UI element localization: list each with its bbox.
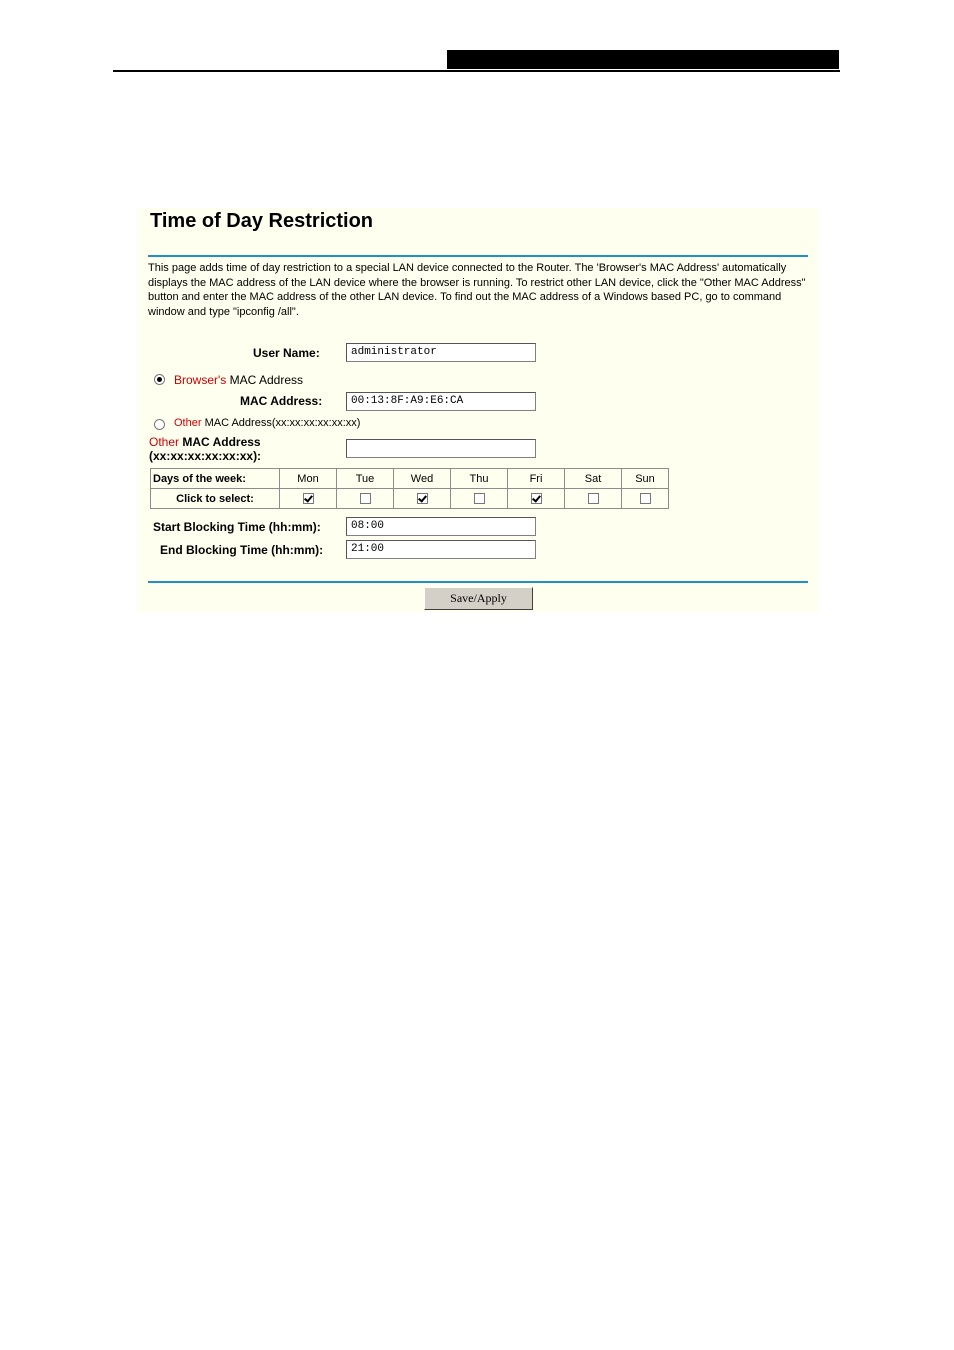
page-title: Time of Day Restriction xyxy=(150,210,374,232)
other-mac-label xyxy=(149,435,261,463)
user-name-label: User Name: xyxy=(253,346,320,360)
day-fri-cell xyxy=(508,489,565,509)
mac-address-label: MAC Address: xyxy=(240,394,323,408)
days-table xyxy=(150,468,669,509)
day-sun-checkbox[interactable] xyxy=(640,493,651,504)
day-tue-cell xyxy=(337,489,394,509)
end-time-input[interactable]: 21:00 xyxy=(346,540,536,559)
day-thu-label: Thu xyxy=(451,469,508,489)
day-sat-label: Sat xyxy=(565,469,622,489)
other-mac-radio[interactable] xyxy=(154,419,165,430)
day-mon-cell xyxy=(280,489,337,509)
other-mac-label-format: (xx:xx:xx:xx:xx:xx): xyxy=(149,449,262,463)
bottom-divider xyxy=(148,581,808,583)
other-mac-label-rest: MAC Address xyxy=(179,435,261,449)
page-description: This page adds time of day restriction to a special LAN device connected to the Router. The 'Browser's MAC Address' automatically displays the MAC address of the LAN device where the browser is running. To restrict other LAN device, click the "Other MAC Address" button and enter the MAC address of the other LAN device. To find out the MAC address of a Windows based PC, go to command window and type "ipconfig /all". xyxy=(148,262,806,318)
day-mon-label: Mon xyxy=(280,469,337,489)
other-mac-red-text: Other xyxy=(174,417,202,429)
mac-address-input[interactable]: 00:13:8F:A9:E6:CA xyxy=(346,392,536,411)
day-fri-label: Fri xyxy=(508,469,565,489)
day-thu-checkbox[interactable] xyxy=(474,493,485,504)
click-to-select-label: Click to select: xyxy=(151,489,280,509)
header-rule xyxy=(113,70,840,72)
other-mac-rest-text: MAC Address(xx:xx:xx:xx:xx:xx) xyxy=(201,417,361,429)
save-apply-button[interactable]: Save/Apply xyxy=(424,587,533,610)
day-sat-cell xyxy=(565,489,622,509)
user-name-input[interactable]: administrator xyxy=(346,343,536,362)
days-header-row xyxy=(151,469,669,489)
day-sun-cell xyxy=(622,489,669,509)
start-time-input[interactable]: 08:00 xyxy=(346,517,536,536)
day-tue-checkbox[interactable] xyxy=(360,493,371,504)
day-wed-checkbox[interactable] xyxy=(417,493,428,504)
days-select-row xyxy=(151,489,669,509)
day-tue-label: Tue xyxy=(337,469,394,489)
header-bar xyxy=(447,50,839,69)
browser-mac-red-text: Browser's xyxy=(174,373,227,387)
time-of-day-panel xyxy=(137,208,818,612)
day-sun-label: Sun xyxy=(622,469,669,489)
day-fri-checkbox[interactable] xyxy=(531,493,542,504)
end-time-label: End Blocking Time (hh:mm): xyxy=(160,543,324,557)
top-divider xyxy=(148,255,808,257)
day-sat-checkbox[interactable] xyxy=(588,493,599,504)
other-mac-radio-label xyxy=(174,417,360,429)
browser-mac-radio[interactable] xyxy=(154,374,165,385)
day-thu-cell xyxy=(451,489,508,509)
other-mac-input[interactable] xyxy=(346,439,536,458)
other-mac-label-red: Other xyxy=(149,435,180,449)
browser-mac-radio-label xyxy=(174,373,303,387)
browser-mac-rest-text: MAC Address xyxy=(226,373,304,387)
day-mon-checkbox[interactable] xyxy=(303,493,314,504)
days-header-label: Days of the week: xyxy=(151,469,280,489)
day-wed-label: Wed xyxy=(394,469,451,489)
start-time-label: Start Blocking Time (hh:mm): xyxy=(153,520,321,534)
day-wed-cell xyxy=(394,489,451,509)
